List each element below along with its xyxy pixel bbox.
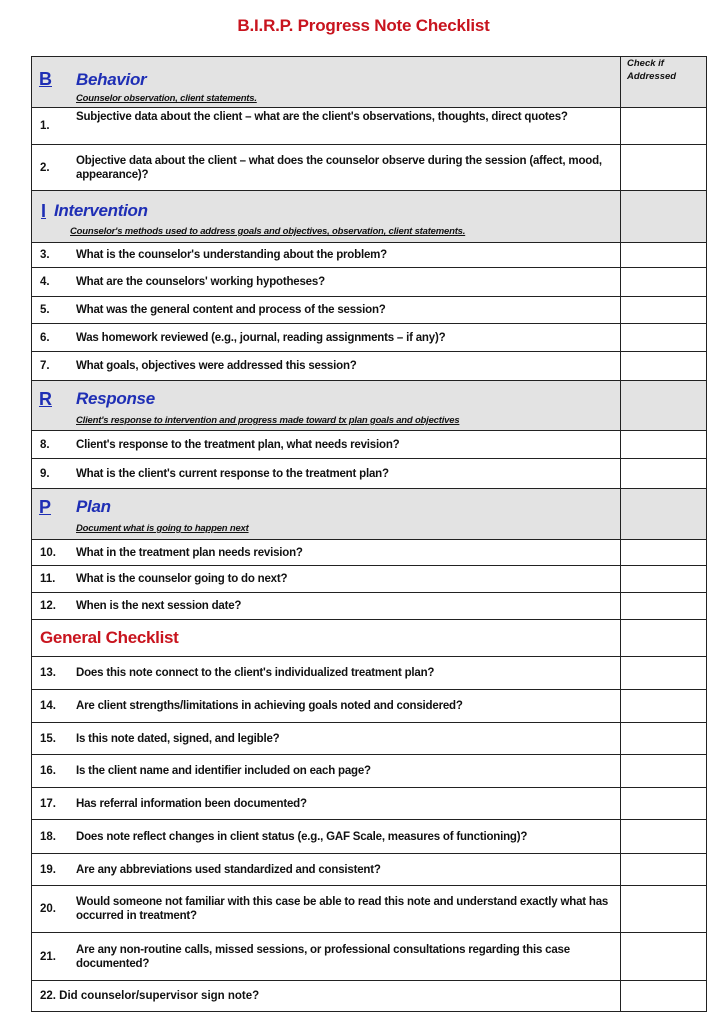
section-letter: R xyxy=(39,389,52,409)
item-text: Client's response to the treatment plan, what needs revision? xyxy=(76,438,400,451)
item-number: 21. xyxy=(40,950,56,963)
section-title: Plan xyxy=(76,497,111,516)
item-text: Is this note dated, signed, and legible? xyxy=(76,732,280,745)
item-text: What goals, objectives were addressed this session? xyxy=(76,360,357,372)
item-text: Would someone not familiar with this case be able to read this note and understand exactly what has occurred in treatment? xyxy=(76,896,609,922)
item-number: 11. xyxy=(40,573,56,585)
item-text: Is the client name and identifier included on each page? xyxy=(76,765,371,777)
checklist-row xyxy=(32,324,707,352)
section-subtitle: Client's response to intervention and progress made toward tx plan goals and objectives xyxy=(76,415,460,426)
item-text: When is the next session date? xyxy=(76,600,242,612)
checklist-row xyxy=(32,593,707,620)
item-number: 13. xyxy=(40,667,56,679)
section-title: Response xyxy=(76,389,155,408)
item-text: Does this note connect to the client's individualized treatment plan? xyxy=(76,667,435,679)
item-text: Are any non-routine calls, missed sessions, or professional consultations regarding this case documented? xyxy=(76,943,570,970)
checklist-row xyxy=(32,723,707,755)
checklist-row xyxy=(32,431,707,459)
section-plan-header xyxy=(32,489,707,540)
item-number: 1. xyxy=(40,120,50,132)
item-number: 14. xyxy=(40,700,56,712)
item-number: 17. xyxy=(40,797,56,810)
section-intervention-header xyxy=(32,191,707,243)
section-subtitle: Counselor observation, client statements. xyxy=(76,93,257,104)
item-text: 22. Did counselor/supervisor sign note? xyxy=(40,990,260,1002)
item-text: What is the client's current response to the treatment plan? xyxy=(76,467,389,480)
item-text: Subjective data about the client – what are the client's observations, thoughts, direct quotes? xyxy=(76,111,568,123)
item-text: Are client strengths/limitations in achieving goals noted and considered? xyxy=(76,700,463,712)
section-subtitle: Counselor's methods used to address goals and objectives, observation, client statements. xyxy=(70,226,466,237)
item-number: 9. xyxy=(40,467,50,480)
item-number: 6. xyxy=(40,331,50,344)
section-subtitle: Document what is going to happen next xyxy=(76,523,249,534)
checklist-row xyxy=(32,933,707,981)
checklist-row xyxy=(32,297,707,324)
section-response-header xyxy=(32,381,707,431)
section-title: General Checklist xyxy=(40,628,179,647)
item-text: Was homework reviewed (e.g., journal, reading assignments – if any)? xyxy=(76,331,446,344)
item-text: Has referral information been documented? xyxy=(76,797,307,810)
item-text: What is the counselor's understanding about the problem? xyxy=(76,249,387,261)
item-number: 18. xyxy=(40,830,56,843)
checklist-row xyxy=(32,352,707,381)
item-number: 4. xyxy=(40,276,50,288)
checklist-row xyxy=(32,566,707,593)
checklist-row xyxy=(32,820,707,854)
checklist-row xyxy=(32,981,707,1012)
item-text: Does note reflect changes in client status (e.g., GAF Scale, measures of functioning)? xyxy=(76,830,528,843)
section-title: Behavior xyxy=(76,70,147,89)
item-text: What is the counselor going to do next? xyxy=(76,573,288,585)
item-number: 16. xyxy=(40,765,56,777)
item-number: 2. xyxy=(40,161,50,174)
item-number: 20. xyxy=(40,903,56,915)
section-letter: P xyxy=(39,497,52,517)
checklist-row xyxy=(32,459,707,489)
checklist-row xyxy=(32,108,707,145)
item-number: 5. xyxy=(40,304,50,316)
item-number: 10. xyxy=(40,546,56,559)
item-number: 7. xyxy=(40,360,50,372)
item-number: 15. xyxy=(40,732,56,745)
item-text: Are any abbreviations used standardized and consistent? xyxy=(76,863,381,876)
item-text: What in the treatment plan needs revision? xyxy=(76,546,303,559)
checklist-row xyxy=(32,854,707,886)
checklist-row xyxy=(32,540,707,566)
checklist-table xyxy=(31,56,707,1012)
checklist-row xyxy=(32,145,707,191)
item-text: What was the general content and process of the session? xyxy=(76,304,386,316)
document-title: B.I.R.P. Progress Note Checklist xyxy=(237,16,490,35)
item-number: 3. xyxy=(40,249,50,261)
checklist-row xyxy=(32,788,707,820)
section-letter: B xyxy=(39,69,52,89)
check-column-header: Check if Addressed xyxy=(627,58,677,82)
checklist-row xyxy=(32,243,707,268)
checklist-row xyxy=(32,657,707,690)
section-letter: I xyxy=(41,201,47,221)
checklist-row xyxy=(32,755,707,788)
checklist-row xyxy=(32,690,707,723)
item-text: Objective data about the client – what does the counselor observe during the session (affect, mood, appearance)? xyxy=(76,154,602,181)
checklist-row xyxy=(32,886,707,933)
section-general-header xyxy=(32,620,707,657)
checklist-row xyxy=(32,268,707,297)
item-number: 8. xyxy=(40,438,50,451)
item-number: 19. xyxy=(40,863,56,876)
section-title: Intervention xyxy=(54,201,148,220)
section-behavior-header xyxy=(32,57,707,108)
item-text: What are the counselors' working hypotheses? xyxy=(76,276,325,288)
item-number: 12. xyxy=(40,600,56,612)
